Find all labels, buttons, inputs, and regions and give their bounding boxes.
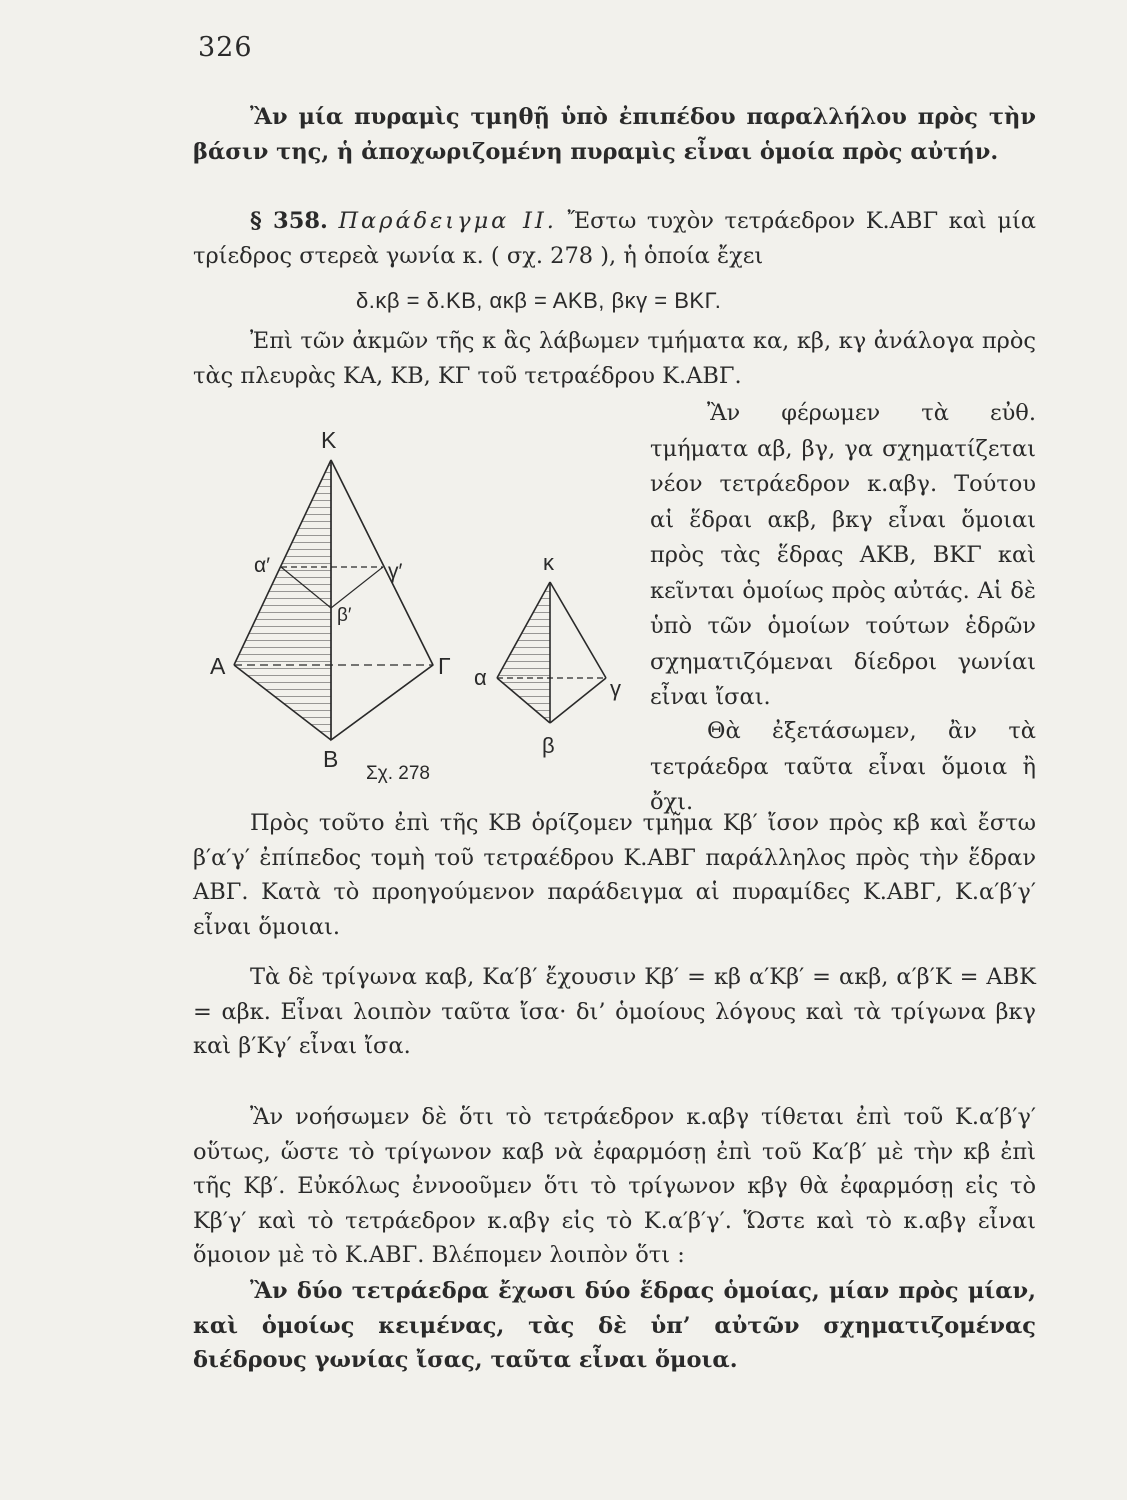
triangles-paragraph: Τὰ δὲ τρίγωνα καβ, Κα′β′ ἔχουσιν Κβ′ = κβ α′Κβ′ = ακβ, α′β′Κ = ΑΒΚ = αβκ. Εἶναι λοιπὸν ταῦτα ἴσα· δι’ ὁμοίους λόγους καὶ τὰ τρίγωνα βκγ καὶ β′Κγ′ εἶναι ἴσα. xyxy=(193,964,1036,1059)
label-A: Α xyxy=(210,653,226,679)
example-paragraph xyxy=(193,204,1036,273)
label-G: Γ xyxy=(438,653,451,679)
side-paragraph-1: Ἂν φέρωμεν τὰ εὐθ. τμήματα αβ, βγ, γα σχηματίζεται νέον τετράεδρον κ.αβγ. Τούτου αἱ ἕδραι ακβ, βκγ εἶναι ὅμοιαι πρὸς τὰς ἕδρας ΑΚΒ, ΒΚΓ καὶ κεῖνται ὁμοίως πρὸς αὐτάς. Αἱ δὲ ὑπὸ τῶν ὁμοίων τούτων ἑδρῶν σχηματιζόμεναι δίεδροι γωνίαι εἶναι ἴσαι. xyxy=(650,400,1036,710)
edge-bg xyxy=(331,665,433,740)
small-tetrahedron xyxy=(497,582,606,723)
page-number: 326 xyxy=(198,32,253,63)
construction-paragraph: Πρὸς τοῦτο ἐπὶ τῆς ΚΒ ὁρίζομεν τμῆμα Κβ′ ἴσον πρὸς κβ καὶ ἔστω β′α′γ′ ἐπίπεδος τομὴ τοῦ τετραέδρου Κ.ΑΒΓ παράλληλος πρὸς τὴν ἕδραν ΑΒΓ. Κατὰ τὸ προηγούμενον παράδειγμα αἱ πυραμίδες Κ.ΑΒΓ, Κ.α′β′γ′ εἶναι ὅμοιαι. xyxy=(193,810,1036,940)
label-b-prime: β′ xyxy=(337,605,352,626)
small-face-kab xyxy=(497,582,550,723)
placement-paragraph: Ἂν νοήσωμεν δὲ ὅτι τὸ τετράεδρον κ.αβγ τίθεται ἐπὶ τοῦ Κ.α′β′γ′ οὕτως, ὥστε τὸ τρίγωνον καβ νὰ ἐφαρμόσῃ ἐπὶ τοῦ Κα′β′ μὲ τὴν κβ ἐπὶ τῆς Κβ′. Εὐκόλως ἐννοοῦμεν ὅτι τὸ τρίγωνον κβγ θὰ ἐφαρμόσῃ εἰς τὸ Κβ′γ′ καὶ τὸ τετράεδρον κ.αβγ εἰς τὸ Κ.α′β′γ′. Ὥστε καὶ τὸ κ.αβγ εἶναι ὅμοιον μὲ τὸ Κ.ΑΒΓ. Βλέπομεν λοιπὸν ὅτι : xyxy=(193,1104,1036,1268)
dihedral-equation: δ.κβ = δ.ΚΒ, ακβ = ΑΚΒ, βκγ = ΒΚΓ. xyxy=(356,288,722,313)
label-B: Β xyxy=(323,746,339,772)
label-g-small: γ xyxy=(610,676,621,701)
large-face-kab xyxy=(234,460,331,740)
figure-278 xyxy=(196,420,646,794)
final-theorem: Ἂν δύο τετράεδρα ἔχωσι δύο ἕδρας ὁμοίας, μίαν πρὸς μίαν, καὶ ὁμοίως κειμένας, τὰς δὲ ὑπ’ αὐτῶν σχηματιζομένας διέδρους γωνίας ἴσας, ταῦτα εἶναι ὅμοια. xyxy=(193,1278,1036,1373)
intro-theorem: Ἂν μία πυραμὶς τμηθῇ ὑπὸ ἐπιπέδου παραλλήλου πρὸς τὴν βάσιν της, ἡ ἀποχωριζομένη πυραμὶς εἶναι ὁμοία πρὸς αὐτήν. xyxy=(193,104,1036,165)
large-face-kbg xyxy=(331,460,433,740)
label-a-small: α xyxy=(474,665,487,690)
side-paragraph-2: Θὰ ἐξετάσωμεν, ἂν τὰ τετράεδρα ταῦτα εἶναι ὅμοια ἢ ὄχι. xyxy=(650,718,1036,815)
label-k-small: κ xyxy=(543,550,554,575)
edge-bg-small xyxy=(550,678,606,723)
example-text: Ἔστω τυχὸν τετράεδρον Κ.ΑΒΓ καὶ μία τρίεδρος στερεὰ γωνία κ. ( σχ. 278 ), ἡ ὁποία ἔχει xyxy=(193,208,1036,269)
edge-kg-small xyxy=(550,582,606,678)
section-number: § 358. xyxy=(250,208,328,234)
edges-paragraph: Ἐπὶ τῶν ἀκμῶν τῆς κ ἃς λάβωμεν τμήματα κα, κβ, κγ ἀνάλογα πρὸς τὰς πλευρὰς ΚΑ, ΚΒ, ΚΓ τοῦ τετραέδρου Κ.ΑΒΓ. xyxy=(193,328,1036,389)
label-g-prime: γ′ xyxy=(388,560,403,583)
edge-kg xyxy=(331,460,433,665)
label-a-prime: α′ xyxy=(254,554,271,577)
figure-278-drawing xyxy=(196,420,646,790)
edge-b-prime-g-prime xyxy=(331,567,383,608)
label-b-small: β xyxy=(542,733,555,758)
large-tetrahedron xyxy=(234,460,433,740)
figure-caption: Σχ. 278 xyxy=(366,763,430,784)
label-K: Κ xyxy=(321,427,337,453)
example-title: Παράδειγμα II. xyxy=(338,208,557,234)
